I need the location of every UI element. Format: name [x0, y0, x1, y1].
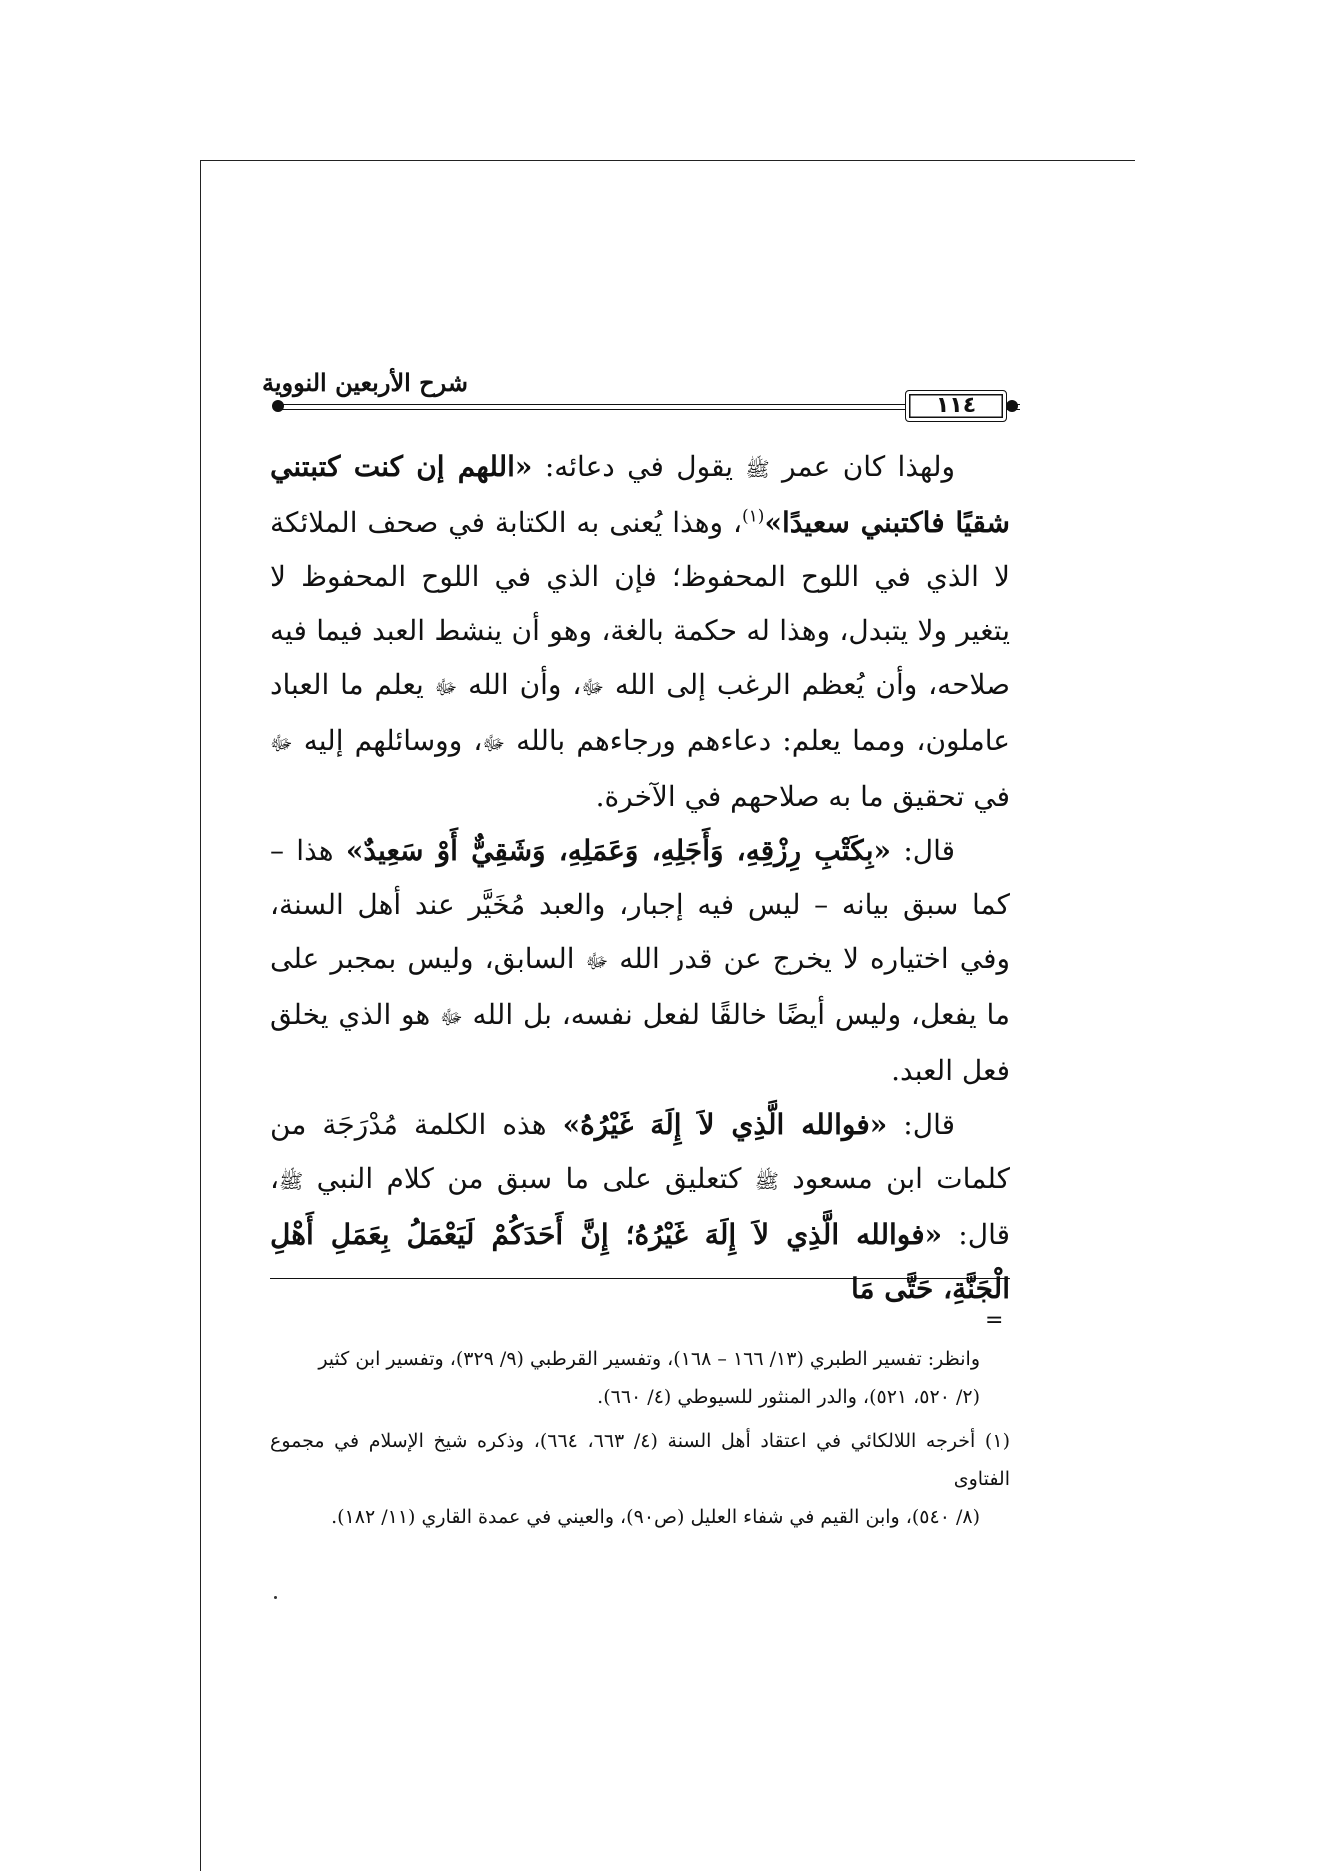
text-run: في تحقيق ما به صلاحهم في الآخرة.	[595, 780, 1010, 813]
honorific-glyph: ﷺ	[745, 457, 770, 481]
honorific-glyph: ﷻ	[482, 731, 505, 755]
footnote-line: (٢/ ٥٢٠، ٥٢١)، والدر المنثور للسيوطي (٤/ ٦٦٠).	[597, 1386, 980, 1408]
header-rule-end-dot	[272, 400, 284, 412]
honorific-glyph: ﷻ	[585, 949, 609, 973]
honorific-glyph: ﷻ	[440, 1005, 463, 1029]
text-run: ولهذا كان عمر	[769, 450, 955, 483]
text-run: هو الذي يخلق فعل العبد.	[270, 998, 1010, 1087]
text-run: يعلم ما العباد عاملون، ومما يعلم: دعاءهم ورجاءهم بالله	[270, 668, 1010, 757]
paragraph-1	[270, 440, 1010, 824]
quoted-hadith-text: «بِكَتْبِ رِزْقِهِ، وَأَجَلِهِ، وَعَمَلِهِ، وَشَقِيٌّ أَوْ سَعِيدٌ»	[345, 834, 892, 867]
main-text	[270, 440, 1010, 1316]
page-number: ١١٤	[905, 390, 1007, 422]
honorific-glyph: ﷻ	[581, 675, 604, 699]
text-run: ، قال:	[270, 1162, 1011, 1251]
footnote-line: (٨/ ٥٤٠)، وابن القيم في شفاء العليل (ص٩٠)، والعيني في عمدة القاري (١١/ ١٨٢).	[331, 1506, 980, 1528]
paragraph-3	[270, 1098, 1010, 1316]
footnote-ref-1[interactable]: (١)	[742, 506, 765, 527]
scan-frame-left-line	[200, 160, 201, 1871]
text-run: قال:	[891, 834, 956, 867]
text-run: هذا – كما سبق بيانه – ليس فيه إجبار، والعبد مُخَيَّر عند أهل السنة، وفي اختياره لا يخرج عن قدر الله	[270, 834, 1010, 975]
paragraph-2	[270, 824, 1010, 1098]
footnote-line: وانظر: تفسير الطبري (١٣/ ١٦٦ – ١٦٨)، وتفسير القرطبي (٩/ ٣٢٩)، وتفسير ابن كثير	[318, 1348, 980, 1370]
footnote-continuation-mark: =	[985, 1308, 1004, 1333]
header-rule-end-dot	[1006, 400, 1018, 412]
honorific-glyph: ﷺ	[754, 1169, 779, 1193]
running-title: شرح الأربعين النووية	[261, 368, 468, 397]
footnote-separator	[270, 1278, 1010, 1279]
text-run: ، وهذا يُعنى به الكتابة في صحف الملائكة لا الذي في اللوح المحفوظ؛ فإن الذي في اللوح المحفوظ لا يتغير ولا يتبدل، وهذا له حكمة بالغة، وهو أن ينشط العبد فيما فيه صلاحه، وأن يُعظم الرغب إلى الله	[270, 506, 1010, 701]
text-run: ، ووسائلهم إليه	[292, 724, 483, 757]
footnote-line: (١) أخرجه اللالكائي في اعتقاد أهل السنة (٤/ ٦٦٣، ٦٦٤)، وذكره شيخ الإسلام في مجموع الفتاوى	[270, 1430, 1010, 1490]
footnote-1	[270, 1422, 1010, 1536]
quoted-hadith-text: «فوالله الَّذِي لاَ إِلَهَ غَيْرُهُ؛ إِنَّ أَحَدَكُمْ لَيَعْمَلُ بِعَمَلِ أَهْلِ الْجَنَّةِ، حَتَّى مَا	[270, 1218, 1010, 1305]
honorific-glyph: ﷻ	[434, 675, 458, 699]
scan-speck	[274, 1596, 277, 1599]
text-run: قال:	[887, 1108, 956, 1141]
quoted-supplication: «اللهم إن كنت كتبتني شقيًا فاكتبني سعيدًا»	[270, 450, 1010, 539]
text-run: يقول في دعائه:	[532, 450, 746, 483]
footnotes	[270, 1340, 1010, 1536]
quoted-hadith-text: «فوالله الَّذِي لاَ إِلَهَ غَيْرُهُ»	[562, 1108, 888, 1141]
text-run: كتعليق على ما سبق من كلام النبي	[303, 1162, 755, 1195]
text-run: السابق، وليس بمجبر على ما يفعل، وليس أيضًا خالقًا لفعل نفسه، بل الله	[270, 942, 1010, 1031]
honorific-glyph: ﷺ	[279, 1169, 304, 1193]
footnote-continuation	[270, 1340, 1010, 1416]
text-run: هذه الكلمة مُدْرَجَة من كلمات ابن مسعود	[270, 1108, 1010, 1195]
text-run: ، وأن الله	[457, 668, 582, 701]
scan-frame-top-line	[200, 160, 1135, 161]
honorific-glyph: ﷻ	[270, 731, 293, 755]
